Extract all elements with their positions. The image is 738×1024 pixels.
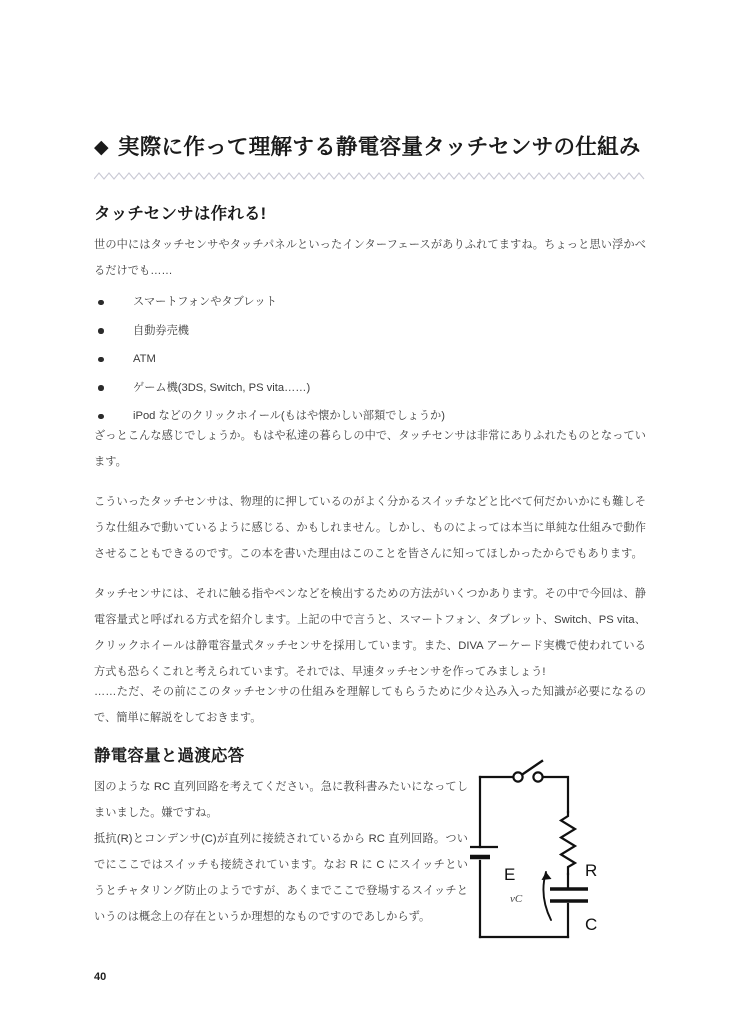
label-vc: vC xyxy=(510,893,523,905)
zigzag-divider xyxy=(94,170,646,182)
paragraph-figure-intro: 図のような RC 直列回路を考えてください。急に教科書みたいになってしまいました。嫌ですね。 xyxy=(94,781,468,819)
paragraph-rc-explanation: 抵抗(R)とコンデンサ(C)が直列に接続されているから RC 直列回路。ついでにここではスイッチも接続されています。なお R に C にスイッチというとチャタリング防止のようですが、あくまでここで登場するスイッチというのは概念上の存在というか理想的なものですのであしからず。 xyxy=(94,833,468,923)
list-item-label: スマートフォンやタブレット xyxy=(133,296,277,308)
section-heading-capacitance: 静電容量と過渡応答 xyxy=(94,747,245,765)
list-item-label: 自動券売機 xyxy=(133,324,189,337)
list-item xyxy=(94,288,646,317)
label-capacitor: C xyxy=(585,915,598,934)
bullet-dot-icon xyxy=(98,328,104,334)
bullet-dot-icon xyxy=(98,357,104,363)
vc-arrow-head xyxy=(542,872,552,880)
paragraph-intro: 世の中にはタッチセンサやタッチパネルといったインターフェースがありふれてますね。ちょっと思い浮かべるだけでも…… xyxy=(94,239,646,277)
paragraph-mechanism: こういったタッチセンサは、物理的に押しているのがよく分かるスイッチなどと比べて何だかいかにも難しそうな仕組みで動いているように感じる、かもしれません。しかし、ものによっては本当に単純な仕組みで動作させることもできるのです。この本を書いた理由はこのことを皆さんに知ってほしかったからでもあります。 xyxy=(94,496,646,560)
list-item-label: iPod などのクリックホイール(もはや懐かしい部類でしょうか) xyxy=(133,410,445,422)
bullet-dot-icon xyxy=(98,414,104,420)
paragraph-summary: ざっとこんな感じでしょうか。もはや私達の暮らしの中で、タッチセンサは非常にありふれたものとなっています。 xyxy=(94,430,646,468)
label-resistor: R xyxy=(585,861,598,880)
list-item-label: ゲーム機(3DS, Switch, PS vita……) xyxy=(133,381,311,394)
device-bullet-list xyxy=(94,288,646,431)
paragraph-capacitive-method: タッチセンサには、それに触る指やペンなどを検出するための方法がいくつかあります。その中で今回は、静電容量式と呼ばれる方式を紹介します。上記の中で言うと、スマートフォン、タブレット、Switch、PS vita、クリックホイールは静電容量式タッチセンサを採用しています。また、DIVA アーケード実機で使われている方式も恐らくこれと考えられています。それでは、早速タッチセンサを作ってみましょう! xyxy=(94,588,646,678)
bullet-dot-icon xyxy=(98,300,104,306)
chapter-title-text: 実際に作って理解する静電容量タッチセンサの仕組み xyxy=(117,135,641,159)
diamond-bullet-icon: ◆ xyxy=(94,137,109,158)
rc-circuit-figure xyxy=(470,756,660,952)
list-item xyxy=(94,345,646,374)
label-source: E xyxy=(504,865,516,884)
switch-contact-right-icon xyxy=(533,772,542,781)
switch-contact-left-icon xyxy=(513,772,522,781)
page-number: 40 xyxy=(94,971,107,983)
page-title xyxy=(94,134,654,161)
bullet-dot-icon xyxy=(98,385,104,391)
list-item xyxy=(94,374,646,403)
section-heading-touch-sensor: タッチセンサは作れる! xyxy=(94,205,267,223)
paragraph-prerequisite: ……ただ、その前にこのタッチセンサの仕組みを理解してもらうために少々込み入った知識が必要になるので、簡単に解説をしておきます。 xyxy=(94,686,646,724)
list-item xyxy=(94,317,646,346)
list-item-label: ATM xyxy=(133,353,156,365)
